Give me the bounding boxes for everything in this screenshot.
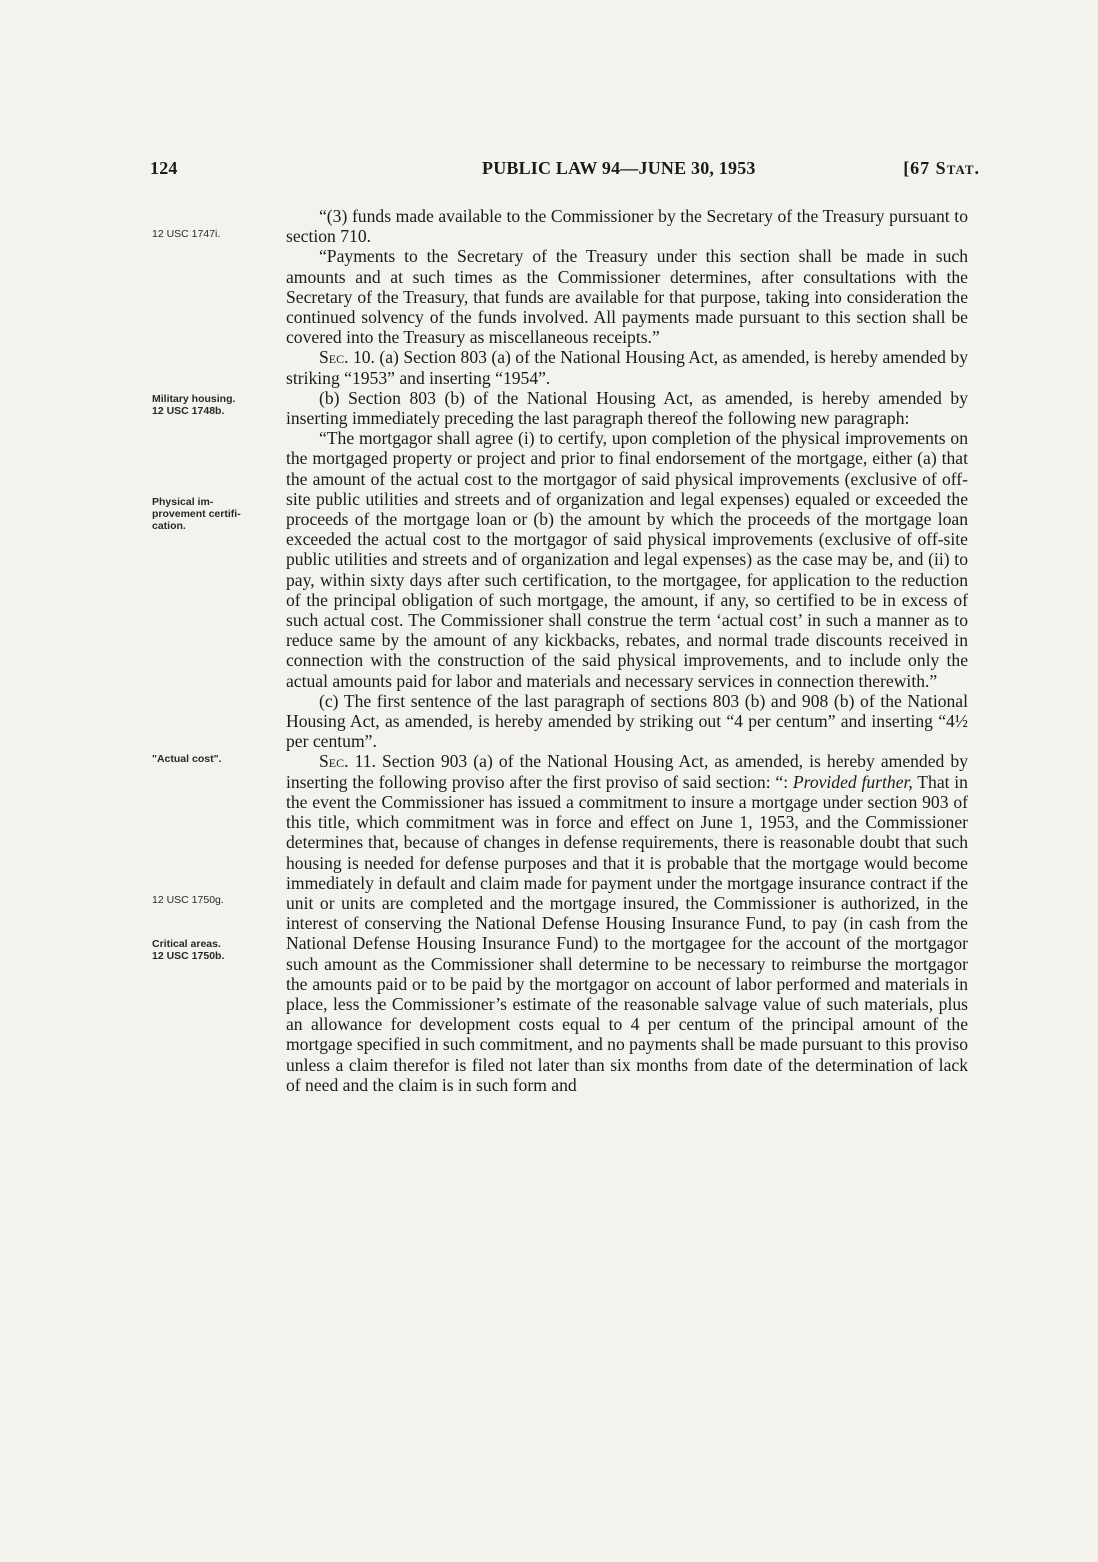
- paragraph-payments-to-treasury: “Payments to the Secretary of the Treasury under this section shall be made in such amounts and at such times as the Commissioner determines, after consultations with the Secretary of the Treasury, that funds are available for that purpose, taking into consideration the continued solvency of the funds involved. All payments made pursuant to this section shall be covered into the Treasury as miscellaneous receipts.”: [286, 246, 968, 348]
- paragraph-mortgagor-certify: “The mortgagor shall agree (i) to certify, upon completion of the physical improvements on the mortgaged property or project and prior to final endorsement of the mortgage, either (a) that the amount of the actual cost to the mortgagor of said physical improvements (exclusive of off-site public utilities and streets and of organization and legal expenses) equaled or exceeded the proceeds of the mortgage loan or (b) the amount by which the proceeds of the mortgage loan exceeded the actual cost to the mortgagor of said physical improvements (exclusive of off-site public utilities and streets and of organization and legal expenses) as the case may be, and (ii) to pay, within sixty days after such certification, to the mortgagee, for application to the reduction of the principal obligation of such mortgage, the amount, if any, so certified to be in excess of such actual cost. The Commissioner shall construe the term ‘actual cost’ in such a manner as to reduce same by the amount of any kickbacks, rebates, and normal trade discounts received in connection with the construction of the said physical improvements, and to include only the actual amounts paid for labor and materials and necessary services in connection therewith.”: [286, 428, 968, 691]
- body-text: [286, 206, 968, 1095]
- italic-phrase: Provided further,: [792, 771, 913, 792]
- margin-note-line: "Actual cost".: [152, 753, 222, 765]
- margin-note-actual-cost: [152, 753, 292, 765]
- section-label: Sec.: [319, 751, 349, 772]
- margin-note-line: 12 USC 1750b.: [152, 950, 225, 962]
- section-text: 10. (a) Section 803 (a) of the National Housing Act, as amended, is hereby amended by striking “1953” and inserting “1954”.: [286, 347, 968, 388]
- running-head: [150, 158, 980, 182]
- paragraph-sec-10b: (b) Section 803 (b) of the National Housing Act, as amended, is hereby amended by inserting immediately preceding the last paragraph thereof the following new paragraph:: [286, 387, 968, 429]
- margin-note-line: Critical areas.: [152, 938, 221, 950]
- section-text: 11. Section 903 (a) of the National Housing Act, as amended, is hereby amended by inserting the following proviso after the first proviso of said section: “:: [286, 751, 968, 792]
- margin-note-line: 12 USC 1748b.: [152, 405, 225, 417]
- margin-note-military-housing: [152, 393, 292, 417]
- margin-note-critical-areas: [152, 938, 292, 962]
- margin-note-physical-improvement: [152, 496, 292, 532]
- page-title: PUBLIC LAW 94—JUNE 30, 1953: [482, 158, 756, 178]
- margin-note-usc-1747i: [152, 228, 292, 240]
- paragraph-sec-10a: [286, 347, 968, 387]
- paragraph-sec-10c: (c) The first sentence of the last paragraph of sections 803 (b) and 908 (b) of the National Housing Act, as amended, is hereby amended by striking out “4 per centum” and inserting “4½ per centum”.: [286, 690, 968, 752]
- margin-note-line: Physical im-: [152, 496, 214, 508]
- statute-reference: [67 Stat.: [903, 158, 980, 178]
- paragraph-funds-from-secretary: “(3) funds made available to the Commissioner by the Secretary of the Treasury pursuant to section 710.: [286, 206, 968, 247]
- margin-note-line: 12 USC 1750g.: [152, 894, 224, 906]
- margin-note-line: Military housing.: [152, 393, 236, 405]
- section-label: Sec.: [319, 347, 349, 368]
- section-text: That in the event the Commissioner has issued a commitment to insure a mortgage under section 903 of this title, which commitment was in force and effect on June 1, 1953, and the Commissioner determines that, because of changes in defense requirements, there is reasonable doubt that such housing is needed for defense purposes and that it is probable that the mortgage would become immediately in default and claim made for payment under the mortgage insurance contract if the unit or units are completed and the mortgage insured, the Commissioner is authorized, in the interest of conserving the National Defense Housing Insurance Fund, to pay (in cash from the National Defense Housing Insurance Fund) to the mortgagee for the account of the mortgagor such amount as the Commissioner shall determine to be necessary to reimburse the mortgagor the amounts paid or to be paid by the mortgagor on account of labor performed and materials in place, less the Commissioner’s estimate of the reasonable salvage value of such materials, plus an allowance for development costs equal to 4 per centum of the principal amount of the mortgage specified in such commitment, and no payments shall be made pursuant to this proviso unless a claim therefor is filed not later than six months from date of the determination of lack of need and the claim is in such form and: [286, 771, 968, 1095]
- margin-note-usc-1750g: [152, 894, 292, 906]
- page-number: 124: [150, 158, 178, 178]
- paragraph-sec-11: [286, 751, 968, 1094]
- margin-note-line: cation.: [152, 520, 186, 532]
- margin-note-line: provement certifi-: [152, 508, 241, 520]
- margin-note-line: 12 USC 1747i.: [152, 228, 221, 240]
